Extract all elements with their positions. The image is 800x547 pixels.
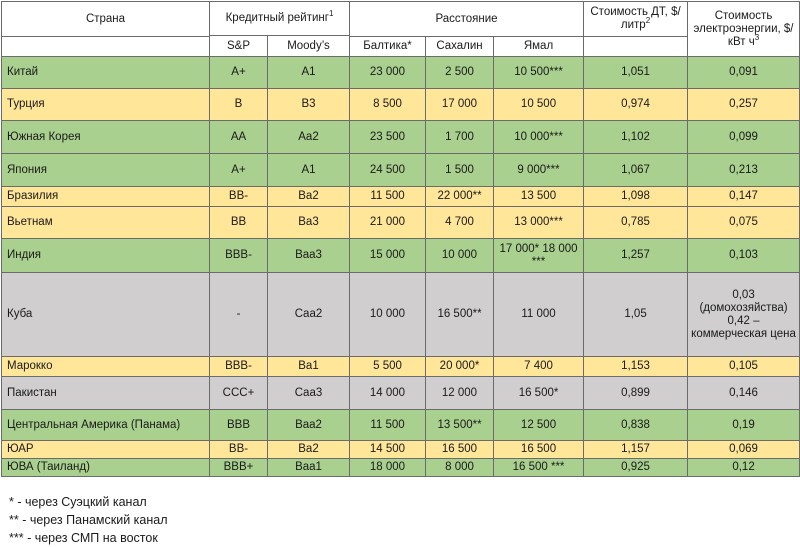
cell-baltic: 23 500 <box>350 121 426 154</box>
cell-yamal: 9 000*** <box>494 154 584 187</box>
header-sp <box>210 36 268 57</box>
header-country-label: Страна <box>85 12 126 25</box>
header-sp-label: S&P <box>226 39 250 52</box>
cell-sp: BBB <box>210 410 268 441</box>
cell-sakhalin: 17 000 <box>426 89 494 121</box>
cell-moodys: A1 <box>268 57 350 89</box>
table-row <box>2 459 800 477</box>
header-moodys <box>268 36 350 57</box>
cell-diesel: 1,051 <box>584 57 688 89</box>
header-yamal-label: Ямал <box>523 40 554 52</box>
document-page <box>0 1 800 546</box>
cell-sakhalin: 20 000* <box>426 357 494 377</box>
cell-electricity: 0,213 <box>688 154 800 187</box>
cell-moodys: Caa3 <box>268 377 350 410</box>
table-row <box>2 377 800 410</box>
cell-sp: AA <box>210 121 268 154</box>
cell-electricity: 0,146 <box>688 377 800 410</box>
cell-sp: A+ <box>210 154 268 187</box>
cell-baltic: 18 000 <box>350 459 426 477</box>
cell-electricity: 0,069 <box>688 441 800 459</box>
cell-country: Южная Корея <box>2 121 210 154</box>
header-sakhalin <box>426 37 494 57</box>
header-diesel <box>584 2 688 37</box>
cell-sp: BB <box>210 207 268 239</box>
cell-country: Марокко <box>2 357 210 377</box>
cell-country: Япония <box>2 154 210 187</box>
cell-moodys: Caa2 <box>268 273 350 357</box>
header-baltic <box>350 37 426 57</box>
header-rating-label: Кредитный рейтинг <box>225 12 329 24</box>
cell-country: Пакистан <box>2 377 210 410</box>
cell-moodys: Ba2 <box>268 441 350 459</box>
cell-country: Центральная Америка (Панама) <box>2 410 210 441</box>
cell-sakhalin: 16 500** <box>426 273 494 357</box>
table-row <box>2 410 800 441</box>
header-moodys-label: Moody’s <box>287 39 330 52</box>
cell-diesel: 0,974 <box>584 89 688 121</box>
header-diesel-label: Стоимость ДТ, $/литр <box>590 6 681 31</box>
cell-country: Китай <box>2 57 210 89</box>
cell-sakhalin: 8 000 <box>426 459 494 477</box>
cell-electricity: 0,147 <box>688 187 800 207</box>
cell-electricity: 0,099 <box>688 121 800 154</box>
header-distance-label: Расстояние <box>435 12 498 25</box>
footnote-nsr: *** - через СМП на восток <box>9 531 158 545</box>
cell-sakhalin: 16 500 <box>426 441 494 459</box>
cell-yamal: 10 000*** <box>494 121 584 154</box>
cell-moodys: Aa2 <box>268 121 350 154</box>
header-electricity-sup: 3 <box>754 32 760 42</box>
cell-yamal: 11 000 <box>494 273 584 357</box>
cell-baltic: 21 000 <box>350 207 426 239</box>
cell-baltic: 23 000 <box>350 57 426 89</box>
cell-baltic: 5 500 <box>350 357 426 377</box>
table-row <box>2 187 800 207</box>
cell-sakhalin: 4 700 <box>426 207 494 239</box>
table-row <box>2 357 800 377</box>
header-row-3 <box>2 37 800 57</box>
header-baltic-label: Балтика* <box>363 40 412 52</box>
cell-baltic: 11 500 <box>350 410 426 441</box>
header-diesel-sup: 2 <box>645 16 651 25</box>
cell-sp: BBB- <box>210 357 268 377</box>
header-country-spacer <box>2 37 210 57</box>
cell-moodys: Ba2 <box>268 187 350 207</box>
table-row <box>2 273 800 357</box>
cell-country: ЮВА (Таиланд) <box>2 459 210 477</box>
header-rating-sup: 1 <box>328 9 334 18</box>
header-electricity-label: Стоимость электроэнергии, $/кВт ч <box>693 9 794 48</box>
table-row <box>2 57 800 89</box>
cell-yamal: 7 400 <box>494 357 584 377</box>
cell-diesel: 0,899 <box>584 377 688 410</box>
header-row-1 <box>2 2 800 36</box>
cell-country: Индия <box>2 239 210 273</box>
cell-diesel: 0,838 <box>584 410 688 441</box>
cell-baltic: 10 000 <box>350 273 426 357</box>
cell-yamal: 17 000* 18 000 *** <box>494 239 584 273</box>
cell-moodys: Ba1 <box>268 357 350 377</box>
cell-yamal: 16 500 <box>494 441 584 459</box>
header-electricity <box>688 2 800 57</box>
table-row <box>2 121 800 154</box>
cell-diesel: 1,153 <box>584 357 688 377</box>
cell-electricity: 0,257 <box>688 89 800 121</box>
cell-diesel: 1,102 <box>584 121 688 154</box>
cell-diesel: 1,05 <box>584 273 688 357</box>
cell-sp: BBB+ <box>210 459 268 477</box>
cell-country: ЮАР <box>2 441 210 459</box>
cell-moodys: Baa3 <box>268 239 350 273</box>
table-row <box>2 441 800 459</box>
header-diesel-spacer <box>584 37 688 57</box>
cell-country: Вьетнам <box>2 207 210 239</box>
cell-moodys: Baa1 <box>268 459 350 477</box>
cell-baltic: 14 000 <box>350 377 426 410</box>
cell-yamal: 13 500 <box>494 187 584 207</box>
cell-sakhalin: 10 000 <box>426 239 494 273</box>
cell-electricity: 0,091 <box>688 57 800 89</box>
cell-diesel: 1,257 <box>584 239 688 273</box>
table-row <box>2 154 800 187</box>
cell-electricity: 0,12 <box>688 459 800 477</box>
cell-baltic: 11 500 <box>350 187 426 207</box>
header-yamal <box>494 37 584 57</box>
header-distance-group <box>350 2 584 37</box>
cell-sakhalin: 1 700 <box>426 121 494 154</box>
table-row <box>2 239 800 273</box>
cell-electricity: 0,105 <box>688 357 800 377</box>
cell-diesel: 0,925 <box>584 459 688 477</box>
cell-country: Бразилия <box>2 187 210 207</box>
cell-sp: CCC+ <box>210 377 268 410</box>
cell-sp: B <box>210 89 268 121</box>
footnotes <box>9 493 168 547</box>
cell-baltic: 14 500 <box>350 441 426 459</box>
cell-sakhalin: 2 500 <box>426 57 494 89</box>
cell-yamal: 13 000*** <box>494 207 584 239</box>
cell-country: Куба <box>2 273 210 357</box>
cell-diesel: 1,067 <box>584 154 688 187</box>
header-sakhalin-label: Сахалин <box>436 40 483 52</box>
cell-moodys: Baa2 <box>268 410 350 441</box>
cell-moodys: A1 <box>268 154 350 187</box>
header-country <box>2 2 210 37</box>
cell-sp: A+ <box>210 57 268 89</box>
cell-sakhalin: 1 500 <box>426 154 494 187</box>
cell-baltic: 24 500 <box>350 154 426 187</box>
cell-electricity: 0,03 (домохозяйства) 0,42 – коммерческая цена <box>688 273 800 357</box>
footnote-panama: ** - через Панамский канал <box>9 513 168 527</box>
cell-diesel: 1,098 <box>584 187 688 207</box>
cell-electricity: 0,103 <box>688 239 800 273</box>
cell-sakhalin: 13 500** <box>426 410 494 441</box>
cell-country: Турция <box>2 89 210 121</box>
cell-moodys: B3 <box>268 89 350 121</box>
table-body <box>2 57 800 477</box>
country-comparison-table <box>1 1 800 477</box>
cell-baltic: 8 500 <box>350 89 426 121</box>
cell-sp: BB- <box>210 187 268 207</box>
cell-sp: BBB- <box>210 239 268 273</box>
cell-baltic: 15 000 <box>350 239 426 273</box>
footnote-suez: * - через Суэцкий канал <box>9 495 147 509</box>
cell-electricity: 0,19 <box>688 410 800 441</box>
header-rating-group <box>210 2 350 36</box>
cell-sakhalin: 22 000** <box>426 187 494 207</box>
cell-yamal: 10 500 <box>494 89 584 121</box>
table-row <box>2 89 800 121</box>
cell-yamal: 12 500 <box>494 410 584 441</box>
cell-yamal: 16 500 *** <box>494 459 584 477</box>
cell-sp: - <box>210 273 268 357</box>
cell-diesel: 0,785 <box>584 207 688 239</box>
table-row <box>2 207 800 239</box>
cell-diesel: 1,157 <box>584 441 688 459</box>
cell-yamal: 16 500* <box>494 377 584 410</box>
cell-sakhalin: 12 000 <box>426 377 494 410</box>
cell-moodys: Ba3 <box>268 207 350 239</box>
cell-sp: BB- <box>210 441 268 459</box>
cell-electricity: 0,075 <box>688 207 800 239</box>
cell-yamal: 10 500*** <box>494 57 584 89</box>
